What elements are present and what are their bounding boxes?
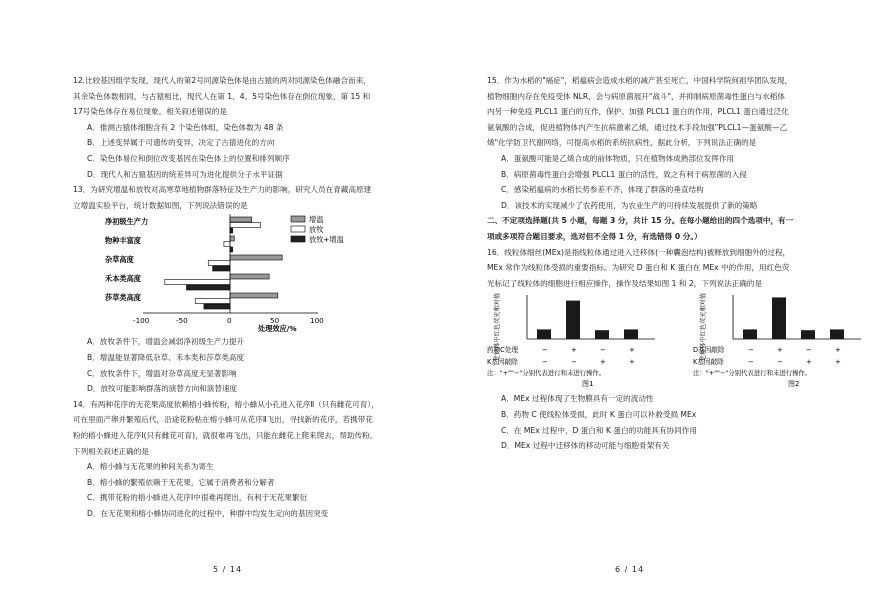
bar-warming bbox=[230, 293, 278, 298]
option-c: C．在 MEx 过程中，D 蛋白和 K 蛋白的功能具有协同作用 bbox=[501, 425, 697, 435]
option-a: A．MEx 过程体现了生物膜具有一定的流动性 bbox=[501, 394, 654, 404]
chart-bars bbox=[743, 298, 844, 340]
chart-bars bbox=[537, 301, 638, 339]
sign-cell: − bbox=[806, 346, 812, 355]
figure-1-chart bbox=[487, 291, 667, 389]
bar-grazing-warming bbox=[230, 247, 233, 252]
sign-cell: − bbox=[600, 346, 606, 355]
bar bbox=[772, 298, 786, 340]
sign-cell: + bbox=[835, 346, 841, 355]
option-b: B．增温能显著降低杂草、禾本类和莎草类高度 bbox=[87, 352, 245, 362]
tick-label: -100 bbox=[133, 316, 150, 326]
sign-cell: + bbox=[600, 358, 606, 367]
category-label: 杂草高度 bbox=[105, 255, 134, 265]
question-13 bbox=[73, 182, 417, 397]
bar-grazing-warming bbox=[213, 266, 230, 271]
question-stem: 其余染色体数相同，与古猿相比，现代人在第 1、4、5号染色体存在倒位现象，第 15 和 bbox=[73, 91, 371, 101]
sign-cell: + bbox=[777, 346, 783, 355]
y-axis-label: 迁移体中红色荧光相对值 bbox=[700, 293, 707, 362]
bar-grazing bbox=[165, 280, 230, 285]
question-stem: 16．线粒体细丝(MEx)是指线粒体通过进入迁移体(一种囊泡结构)被释放到细胞外的过程， bbox=[487, 247, 791, 257]
option-b: B．病原菌毒性蛋白会增强 PLCL1 蛋白的活性，致之有利于病原菌的入侵 bbox=[501, 169, 747, 179]
option-b: B．上述变异属于可遗传的变异，决定了古猿进化的方向 bbox=[87, 138, 275, 148]
question-stem: MEx 常作为线粒体受损的重要指标。为研究 D 蛋白和 K 蛋白在 MEx 中的作用，用红色荧 bbox=[487, 263, 790, 273]
category-labels bbox=[105, 217, 148, 302]
question-stem: 下列相关叙述正确的是 bbox=[73, 446, 149, 456]
question-12 bbox=[73, 73, 417, 182]
question-stem: 13．为研究增温和放牧对高寒草地植物群落特征及生产力的影响，研究人员在青藏高原建 bbox=[73, 185, 372, 195]
page-number: 6 / 14 bbox=[615, 565, 645, 574]
bar-grazing bbox=[195, 299, 230, 304]
option-b: B．榕小蜂的繁殖依赖于无花果，它属于消费者和分解者 bbox=[87, 477, 275, 487]
sign-cell: − bbox=[542, 358, 548, 367]
sign-cell: + bbox=[629, 346, 635, 355]
figure-caption: 图1 bbox=[582, 380, 594, 389]
sign-cell: + bbox=[629, 358, 635, 367]
sign-cell: − bbox=[777, 358, 783, 367]
sign-cell: + bbox=[806, 358, 812, 367]
tick-label: 0 bbox=[227, 316, 232, 326]
right-page bbox=[435, 0, 870, 615]
figure-1 bbox=[487, 291, 667, 389]
option-c: C．染色体易位和倒位改变基因在染色体上的位置和排列顺序 bbox=[87, 153, 290, 163]
bar bbox=[743, 330, 757, 340]
legend-label: 放牧 bbox=[309, 225, 324, 235]
figure-note: 注："+""−"分别代表进行和未进行操作。 bbox=[487, 369, 606, 378]
bar-grazing bbox=[224, 242, 230, 247]
tick-label: 50 bbox=[270, 316, 280, 326]
question-stem: 植物细胞内存在免疫受体 NLR，会与病原菌展开"战斗"，并抑制病原菌毒性蛋白与水稻体 bbox=[487, 91, 785, 101]
option-a: A．放牧条件下，增温会减弱净初级生产力提升 bbox=[87, 337, 245, 347]
chart-bars bbox=[165, 217, 282, 309]
legend-label: 增温 bbox=[309, 215, 324, 225]
grazing-warming-chart bbox=[73, 214, 417, 332]
chart-legend bbox=[291, 215, 345, 244]
bar bbox=[566, 301, 580, 339]
legend-swatch-warming bbox=[291, 216, 305, 222]
legend-label: 放牧+增温 bbox=[309, 235, 344, 245]
bar bbox=[595, 331, 609, 340]
bar-grazing bbox=[230, 223, 260, 228]
section-heading: 项或多项符合题目要求，选对但不全得 1 分，有选错得 0 分。） bbox=[487, 231, 702, 241]
tick-label: -50 bbox=[176, 316, 188, 326]
category-label: 禾本类高度 bbox=[105, 274, 141, 284]
bar-warming bbox=[230, 255, 282, 260]
option-d: D．在无花果和榕小蜂协同进化的过程中，种群中均发生定向的基因突变 bbox=[87, 508, 329, 518]
question-stem: 立增温实验平台，统计数据如图，下列说法错误的是 bbox=[73, 200, 248, 210]
sign-cell: + bbox=[835, 358, 841, 367]
option-c: C．携带花粉的榕小蜂进入花序Ⅰ中很难再爬出，有利于无花果繁衍 bbox=[87, 493, 308, 503]
category-label: 净初级生产力 bbox=[105, 217, 149, 227]
question-16 bbox=[487, 245, 841, 454]
x-axis-label: 处理效应/% bbox=[258, 324, 297, 333]
row-label: K基因敲除 bbox=[487, 358, 518, 367]
bar-warming bbox=[230, 274, 269, 279]
figure-2 bbox=[693, 291, 870, 389]
figure-caption: 图2 bbox=[788, 380, 800, 389]
category-label: 物种丰富度 bbox=[105, 236, 141, 246]
option-a: A．蛋氨酸可能是乙烯合成的前体物质，只在植物体成熟部位发挥作用 bbox=[501, 153, 735, 163]
bar bbox=[537, 330, 551, 340]
bar-warming bbox=[230, 217, 252, 222]
question-stem: 12.比较基因组学发现，现代人的第2号同源染色体是由古猿的两对同源染色体融合而来， bbox=[73, 76, 371, 85]
bar-grazing-warming bbox=[204, 304, 230, 309]
option-d: D．现代人和古猿基因的统差异可为进化提供分子水平证据 bbox=[87, 169, 283, 179]
sign-cell: − bbox=[748, 346, 754, 355]
bar-grazing-warming bbox=[230, 228, 233, 233]
option-b: B．药物 C 使线粒体受损，此时 K 蛋白可以补救受损 MEx bbox=[501, 409, 697, 419]
y-axis-label: 迁移体中红色荧光相对值 bbox=[494, 293, 501, 362]
figure-2-chart bbox=[693, 291, 870, 389]
option-a: A．榕小蜂与无花果的种间关系为寄生 bbox=[87, 462, 214, 472]
option-d: D．MEx 过程中迁移体的移动可能与细胞骨架有关 bbox=[501, 441, 670, 451]
section-2-heading bbox=[487, 213, 830, 244]
option-a: A．推测古猿体细胞含有 2 个染色体组，染色体数为 48 条 bbox=[87, 122, 284, 132]
category-label: 莎草类高度 bbox=[105, 293, 141, 303]
option-c: C．感染稻瘟病的水稻长势参差不齐，体现了群落的垂直结构 bbox=[501, 185, 704, 195]
question-stem: 15．作为水稻的"癌症"，稻瘟病会造成水稻的减产甚至死亡，中国科学院何祖华团队发现， bbox=[487, 76, 793, 85]
bar bbox=[624, 330, 638, 340]
sign-cell: − bbox=[571, 358, 577, 367]
bar bbox=[830, 330, 844, 340]
question-stem: 内另一种免疫 PLCL1 蛋白的互作，保护、加强 PLCL1 蛋白的作用，PLCL1 蛋白通过泛化 bbox=[487, 107, 789, 117]
question-stem: 氨氧酸的合成，促进植物体内产生抗病激素乙烯，通过技术手段加强"PLCL1—蛋氨酸—乙 bbox=[487, 122, 788, 132]
page-number: 5 / 14 bbox=[213, 565, 243, 574]
option-d: D．放牧可能影响群落的演替方向和演替速度 bbox=[87, 384, 238, 394]
question-stem: 14．有两种花序的无花果高度依赖榕小蜂传粉，榕小蜂从小孔进入花序Ⅱ（只有雌花可育）， bbox=[73, 399, 379, 409]
section-heading: 二、不定项选择题(共 5 小题，每题 3 分，共计 15 分。在每小题给出的四个选项中，有一 bbox=[487, 216, 794, 226]
sign-cell: − bbox=[542, 346, 548, 355]
horizontal-bar-chart bbox=[73, 214, 418, 332]
bar-grazing-warming bbox=[187, 285, 231, 290]
question-stem: 可在里面产卵并繁殖后代，沿途花粉粘在榕小蜂可从花序Ⅱ飞出，寻找新的花序，若携带花 bbox=[73, 415, 373, 425]
question-stem: 烯"化学防卫代谢网络，可提高水稻的系统抗病性，据此分析，下列说法正确的是 bbox=[487, 138, 757, 148]
question-14 bbox=[73, 397, 417, 522]
question-stem: 17号染色体存在易位现象。相关叙述错误的是 bbox=[73, 107, 227, 117]
row-label: D基因敲除 bbox=[693, 346, 725, 355]
bar-grazing bbox=[208, 261, 230, 266]
sign-cell: + bbox=[571, 346, 577, 355]
question-stem: 光标记了线粒体的细胞进行相应操作，操作及结果如图 1 和 2，下列说法正确的是 bbox=[487, 278, 763, 288]
figure-note: 注："+""−"分别代表进行和未进行操作。 bbox=[693, 369, 812, 378]
row-label: K基因敲除 bbox=[693, 358, 724, 367]
bar-warming bbox=[230, 236, 234, 241]
legend-swatch-grazing-warming bbox=[291, 236, 305, 242]
question-stem: 粉的榕小蜂进入花序Ⅰ(只有雌花可育)，就很难再飞出，只能在雌花上爬来爬去，帮助传粉。 bbox=[73, 430, 378, 440]
sign-cell: − bbox=[748, 358, 754, 367]
tick-label: 100 bbox=[310, 316, 324, 326]
option-c: C．放牧条件下，增温对杂草高度无显著影响 bbox=[87, 368, 237, 378]
question-15 bbox=[487, 73, 830, 213]
legend-swatch-grazing bbox=[291, 226, 305, 232]
mex-figures bbox=[487, 291, 841, 389]
bar bbox=[801, 331, 815, 340]
row-label: 药物C处理 bbox=[487, 346, 518, 355]
option-d: D．该技术的实现减少了农药使用，为农业生产的可持续发展提供了新的策略 bbox=[501, 200, 758, 210]
